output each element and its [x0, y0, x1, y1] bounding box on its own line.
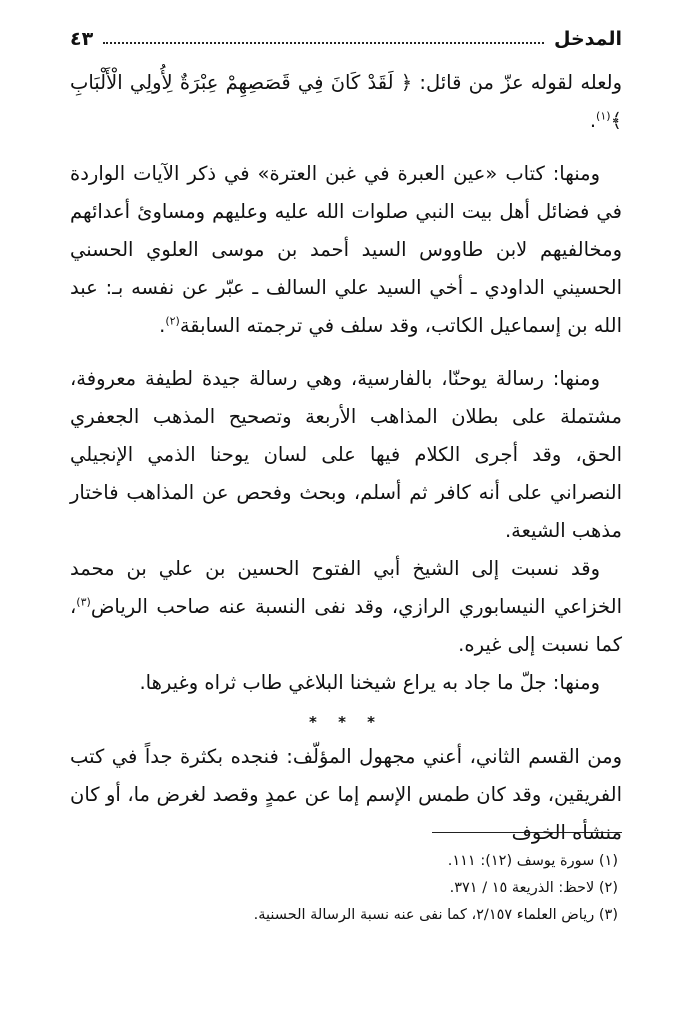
footnote-2: (٢) لاحظ: الذريعة ١٥ / ٣٧١.	[449, 880, 618, 896]
paragraph-3: ومنها: رسالة يوحنّا، بالفارسية، وهي رسالة جيدة لطيفة معروفة، مشتملة على بطلان المذاهب الأربعة وتصحيح المذهب الجعفري الحق، وقد أجرى الكلام فيها على لسان يوحنا الذمي الإنجيلي النصراني على أنه كافر ثم أسلم، وبحث وفحص عن المذاهب فاختار مذهب الشيعة.	[70, 367, 622, 542]
paragraph-5: ومنها: جلّ ما جاد به يراع شيخنا البلاغي طاب ثراه وغيرها.	[139, 671, 600, 694]
footnote-ref-1: (١)	[596, 109, 611, 123]
section-separator: * * *	[309, 713, 383, 731]
footnote-divider	[432, 832, 622, 833]
running-header	[70, 20, 622, 58]
paragraph-2-tail: .	[159, 314, 166, 337]
paragraph-1	[70, 64, 622, 140]
paragraph-4	[70, 550, 622, 664]
paragraph-2	[70, 155, 622, 345]
paragraph-2-text: ومنها: كتاب «عين العبرة في غبن العترة» في ذكر الآيات الواردة في فضائل أهل بيت النبي صلوات الله عليه وعليهم ومساوئ أعدائهم ومخالفيهم لابن طاووس السيد أحمد بن موسى العلوي الحسني الحسيني الداودي ـ أخي السيد علي السالف ـ عبّر عن نفسه بـ: عبد الله بن إسماعيل الكاتب، وقد سلف في ترجمته السابقة	[70, 162, 622, 337]
footnote-ref-3: (٣)	[76, 595, 91, 609]
dot-leader	[103, 42, 544, 44]
page-number: ٤٣	[70, 28, 94, 50]
footnote-3: (٣) رياض العلماء ٢/١٥٧، كما نفى عنه نسبة الرسالة الحسنية.	[253, 907, 618, 923]
footnotes	[70, 848, 622, 929]
paragraph-1-text: ولعله لقوله عزّ من قائل: ﴿ لَقَدْ كَانَ فِي قَصَصِهِمْ عِبْرَةٌ لِأُولِي الْأَلْبَابِ ﴾	[70, 71, 622, 132]
book-page	[70, 20, 622, 1010]
paragraph-4-tail: ، كما نسبت إلى غيره.	[70, 595, 622, 656]
footnote-ref-2: (٢)	[165, 314, 180, 328]
paragraph-1-tail: .	[589, 109, 597, 132]
main-text	[70, 64, 622, 852]
chapter-title: المدخل	[553, 28, 622, 50]
footnote-1: (١) سورة يوسف (١٢): ١١١.	[447, 853, 618, 869]
paragraph-4-text: وقد نسبت إلى الشيخ أبي الفتوح الحسين بن علي بن محمد الخزاعي النيسابوري الرازي، وقد نفى النسبة عنه صاحب الرياض	[70, 557, 622, 618]
paragraph-6: ومن القسم الثاني، أعني مجهول المؤلّف: فنجده بكثرة جداً في كتب الفريقين، وقد كان طمس الإسم إما عن عمدٍ وقصد لغرض ما، أو كان منشأه الخوف	[70, 745, 622, 844]
